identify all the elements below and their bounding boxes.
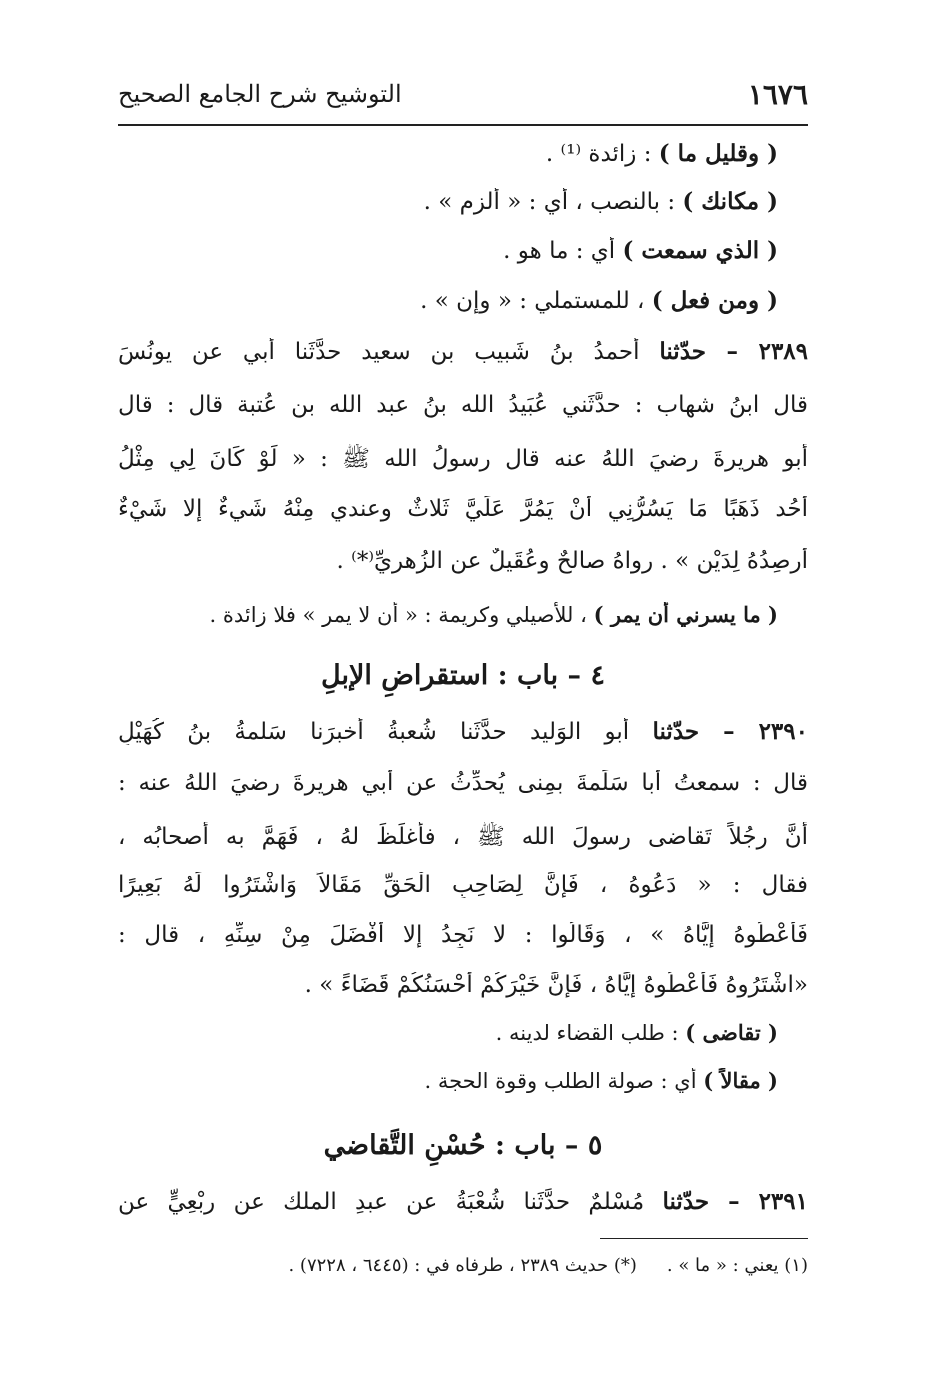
note-line: ( ما يسرني أن يمر ) ، للأصيلي وكريمة : « أن لا يمر » فلا زائدة . xyxy=(209,602,778,627)
hadith-2390-line: ٢٣٩٠ – حدّثنا أبو الوَليد حدَّثَنا شُعبةُ أخبرَنا سَلمةُ بنُ كُهَيْلٍ xyxy=(118,718,808,745)
note-line: ( تقاضى ) : طلب القضاء لدينه . xyxy=(495,1020,778,1045)
hadith-2390-line: «اشْتَرُوهُ فَأَعْطُوهُ إِيَّاهُ ، فَإِنَّ خَيْرَكُمْ أَحْسَنُكُمْ قَضَاءً » . xyxy=(304,972,808,998)
hadith-2389-line: قال ابنُ شهاب : حدَّثَني عُبَيدُ الله بنُ عبد الله بن عُتبة قال : قال xyxy=(118,392,808,418)
hadith-2390-line: فَأَعْطُوهُ إِيَّاهُ » ، وَقَالُوا : لا نَجِدُ إلا أَفْضَلَ مِنْ سِنِّهِ ، قال : xyxy=(118,922,808,948)
hadith-2390-line: أنَّ رجُلاً تَقاضى رسولَ الله ﷺ ، فأَغلَظَ لهُ ، فَهَمَّ به أصحابُه ، xyxy=(118,824,808,850)
hadith-2389-line: ٢٣٨٩ – حدّثنا أحمدُ بنُ شَبيب بن سعيد حدَّثَنا أَبي عن يونُسَ xyxy=(118,338,808,365)
page-header xyxy=(118,78,808,124)
hadith-2391-line: ٢٣٩١ – حدّثنا مُسْلمٌ حدَّثَنا شُعْبَةُ عن عبدِ الملك عن رِبْعِيٍّ عن xyxy=(118,1188,808,1215)
hadith-2389-line: أُرصِدُهُ لِدَيْنٍ » . رواهُ صالحٌ وعُقَيلٌ عنِ الزُهريِّ⁽*⁾ . xyxy=(336,548,808,574)
footnote-star: (*) حديث ٢٣٨٩ ، طرفاه في : (٦٤٤٥ ، ٧٢٢٨) . xyxy=(288,1255,637,1276)
hadith-2390-line: فقال : « دَعُوهُ ، فَإِنَّ لِصَاحِبِ الْحَقِّ مَقَالاً وَاشْتَرُوا لَهُ بَعِيرًا xyxy=(118,872,808,898)
header-rule xyxy=(118,124,808,126)
hadith-number: ٢٣٩٠ – حدّثنا xyxy=(652,718,808,745)
hadith-number: ٢٣٩١ – حدّثنا xyxy=(662,1188,808,1215)
hadith-number: ٢٣٨٩ – حدّثنا xyxy=(659,338,808,365)
hadith-2389-line: أبو هريرةَ رضيَ اللهُ عنه قال رسولُ الله ﷺ : « لَوْ كَانَ لِي مِثْلُ xyxy=(118,446,808,472)
note-line: ( الذي سمعت ) أي : ما هو . xyxy=(503,237,778,264)
note-line: ( مكانك ) : بالنصب ، أي : « ألزم » . xyxy=(423,188,778,215)
chapter-heading: ٤ – باب : استقراضِ الإبلِ xyxy=(321,660,605,691)
hadith-2390-line: قال : سمعتُ أَبا سَلَمةَ بمِنى يُحدِّثُ عن أبي هريرةَ رضيَ اللهُ عنه : xyxy=(118,770,808,796)
footnote-1: (١) يعني : « ما » . xyxy=(666,1255,808,1276)
note-line: ( مقالاً ) أي : صولة الطلب وقوة الحجة . xyxy=(424,1068,778,1093)
footnote-rule xyxy=(600,1238,808,1239)
footnotes xyxy=(118,1255,808,1276)
hadith-2389-line: أُحُد ذَهَبًا مَا يَسُرُّنِي أَنْ يَمُرَّ عَلَيَّ ثَلاثٌ وعندي مِنْهُ شَيءٌ إلا شَيْءٌ xyxy=(118,496,808,522)
note-line: ( ومن فعل ) ، للمستملي : « وإن » . xyxy=(420,287,778,314)
running-title: التوشيح شرح الجامع الصحيح xyxy=(118,80,402,108)
page-number: ١٦٧٦ xyxy=(747,78,808,111)
note-line: ( وقليل ما ) : زائدة ⁽¹⁾ . xyxy=(545,140,778,167)
chapter-heading: ٥ – باب : حُسْنِ التَّقاضي xyxy=(323,1130,603,1161)
